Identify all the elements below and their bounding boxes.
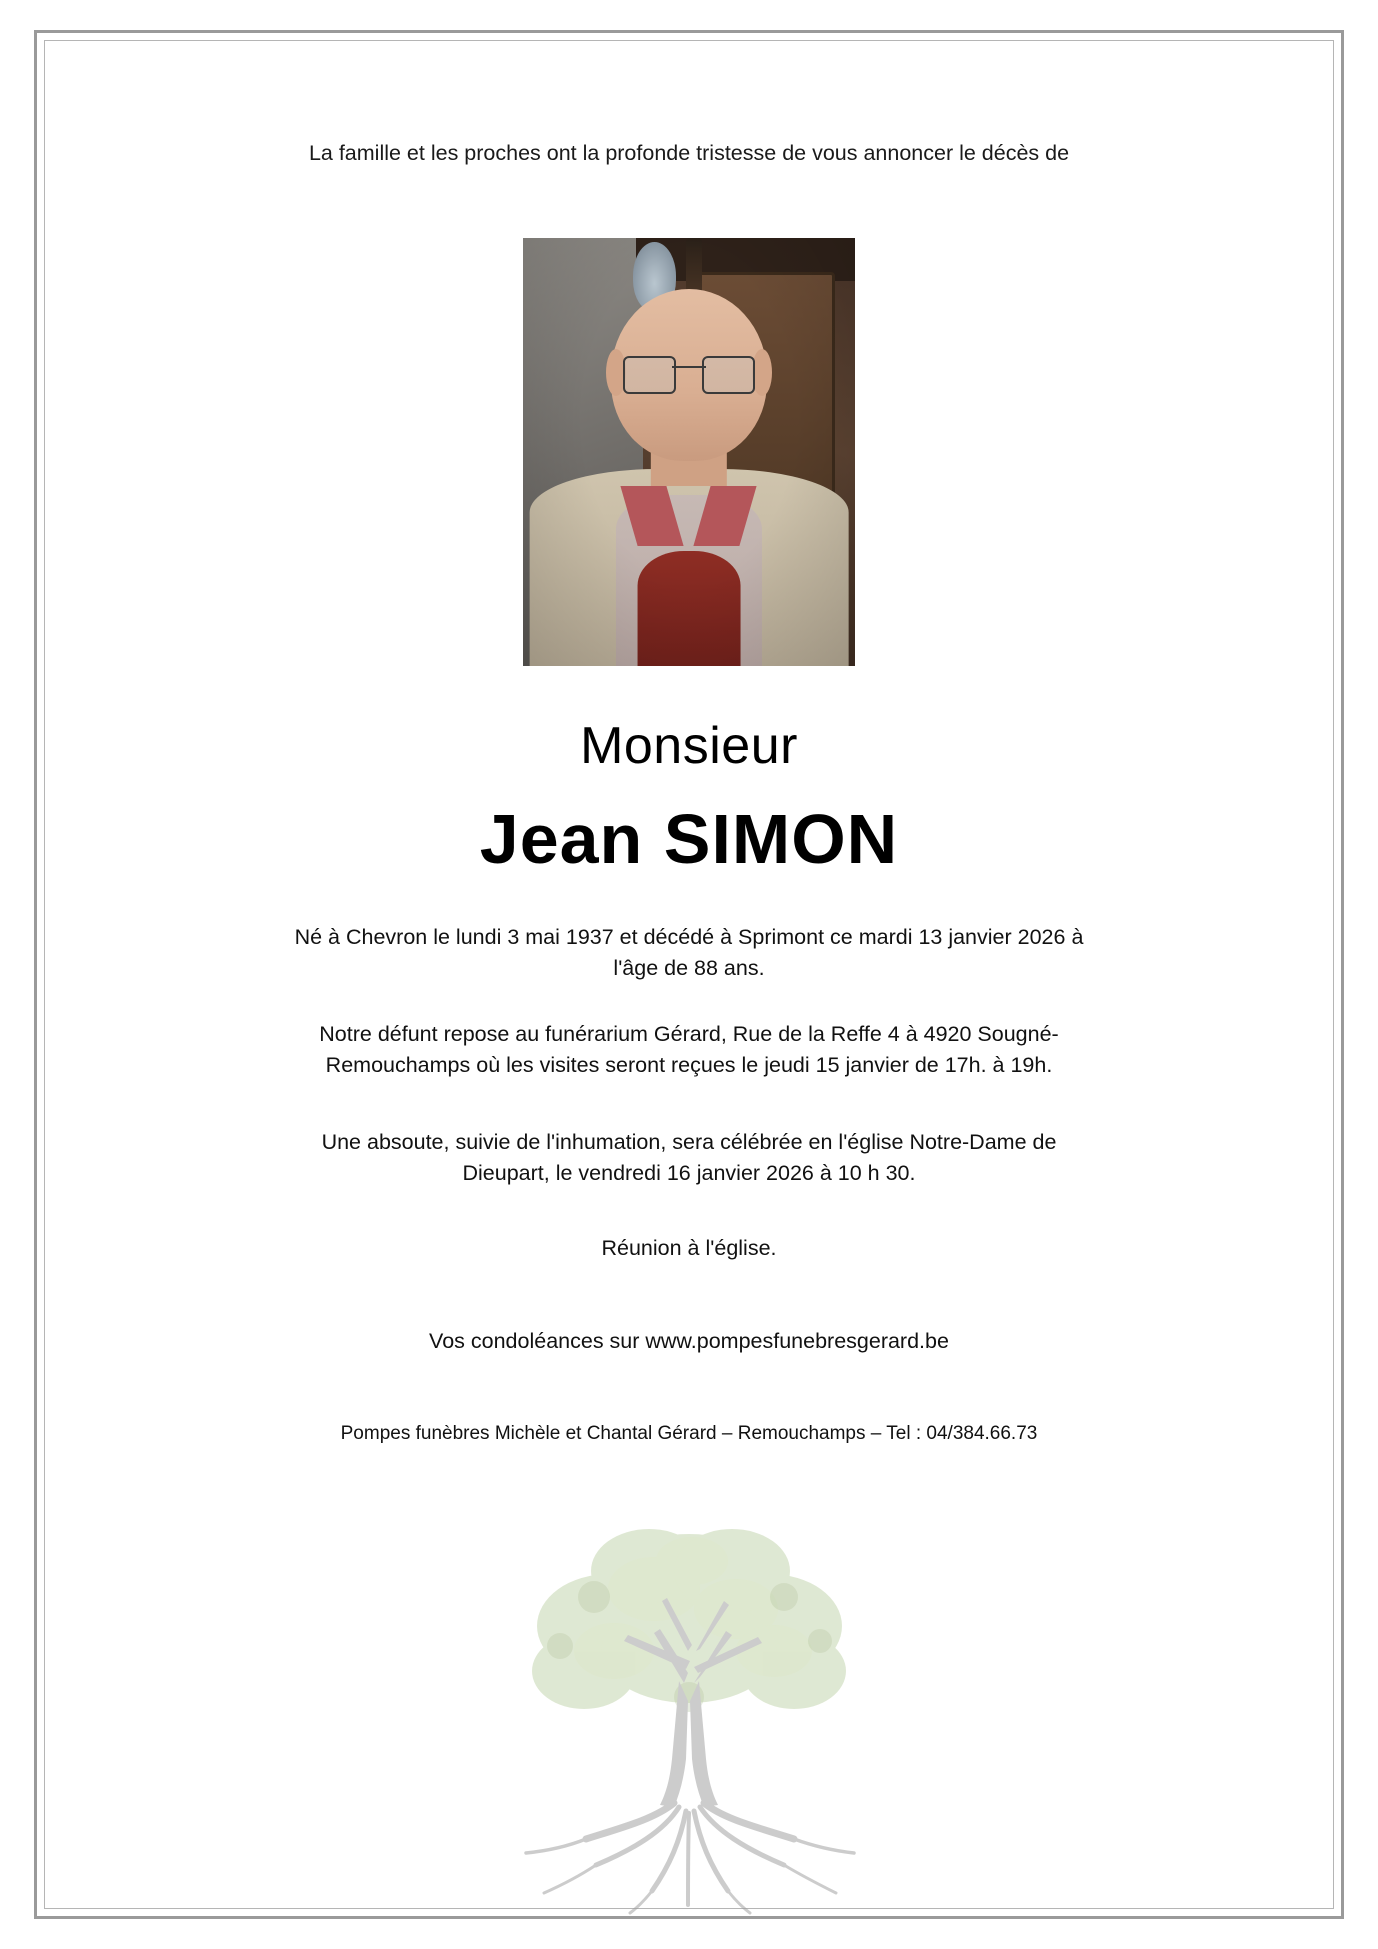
deceased-name: Jean SIMON: [479, 800, 899, 879]
honorific-title: Monsieur: [580, 717, 798, 776]
card-content: [62, 58, 1316, 1891]
ceremony-text: Une absoute, suivie de l'inhumation, sera célébrée en l'église Notre-Dame de Dieupart, le vendredi 16 janvier 2026 à 10 h 30.: [321, 1129, 1057, 1186]
gathering-text: Réunion à l'église.: [601, 1236, 777, 1261]
condolences-text: Vos condoléances sur www.pompesfunebresgerard.be: [429, 1329, 949, 1354]
birth-death-text: Né à Chevron le lundi 3 mai 1937 et décédé à Sprimont ce mardi 13 janvier 2026 à l'âge de 88 ans.: [294, 925, 1084, 981]
funeral-home-footer: Pompes funèbres Michèle et Chantal Gérard – Remouchamps – Tel : 04/384.66.73: [340, 1422, 1038, 1444]
portrait-container: [62, 238, 1316, 666]
announcement-intro: La famille et les proches ont la profonde tristesse de vous annoncer le décès de: [308, 141, 1070, 165]
repose-visits-text: Notre défunt repose au funérarium Gérard, Rue de la Reffe 4 à 4920 Sougné-Remouchamps où les visites seront reçues le jeudi 15 janvier de 17h. à 19h.: [319, 1021, 1059, 1077]
portrait-photo: [523, 238, 855, 666]
